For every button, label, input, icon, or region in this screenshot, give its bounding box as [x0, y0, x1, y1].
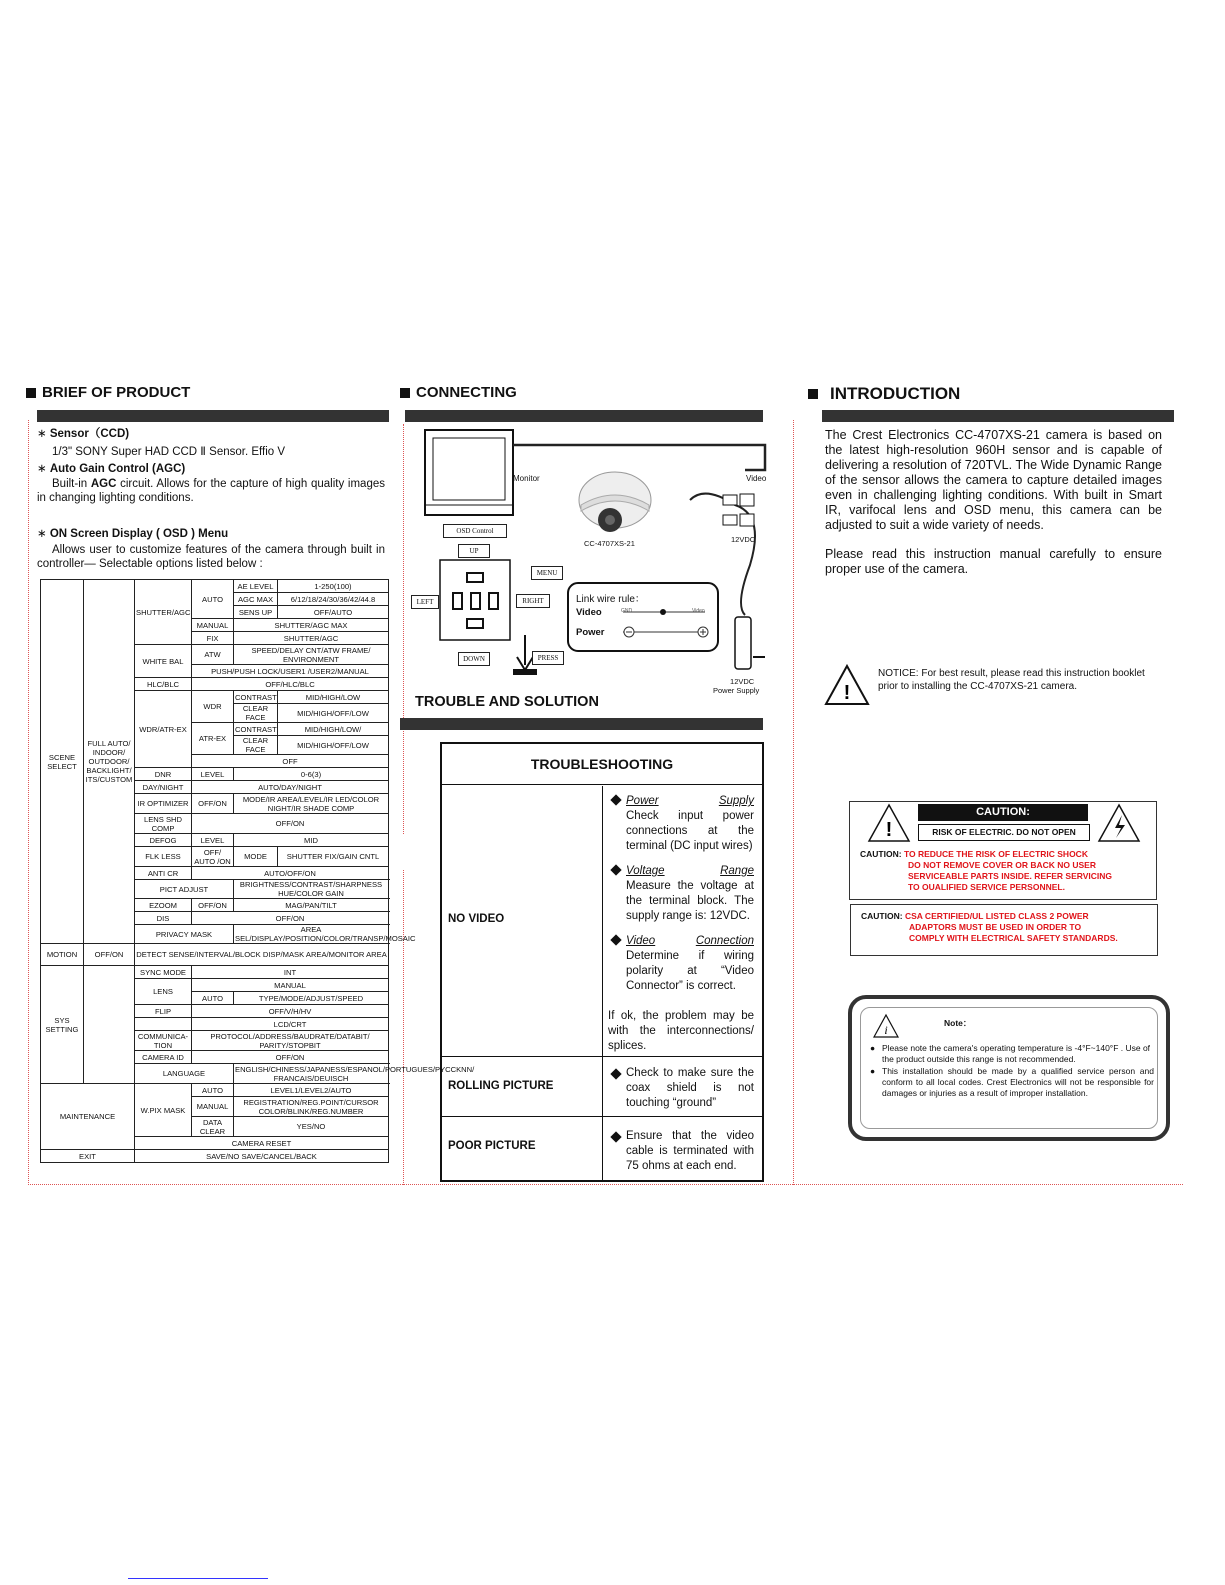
diamond-bullet-icon	[610, 864, 621, 875]
osd-title: ON Screen Display ( OSD ) Menu	[49, 528, 229, 540]
diamond-bullet-icon	[610, 934, 621, 945]
osd-text: Allows user to customize features of the camera through built in controller— Selectable options listed below :	[37, 544, 385, 570]
camera-model-label: CC-4707XS-21	[584, 539, 635, 548]
sensor-title: Sensor（CCD)	[49, 428, 130, 440]
table-row: LANGUAGE ENGLISH/CHINESS/JAPANESS/ESPANOL/PORTUGUES/PYCCKNN/ FRANCAIS/DEUISCH	[41, 1064, 389, 1084]
poor-picture-label: POOR PICTURE	[448, 1140, 536, 1152]
intro-heading-bar	[822, 410, 1174, 422]
power-supply-label: 12VDC Power Supply	[713, 677, 760, 695]
caution-box	[849, 801, 1157, 900]
troubleshooting-table	[440, 742, 764, 1182]
caution-box-2	[850, 904, 1158, 956]
table-row: OFF	[41, 755, 389, 768]
up-button-label: UP	[458, 544, 490, 558]
table-row: IR OPTIMIZER OFF/ON MODE/IR AREA/LEVEL/IR LED/COLOR NIGHT/IR SHADE COMP	[41, 794, 389, 814]
press-button-label: PRESS	[532, 651, 564, 665]
caution-text-1: CAUTION: TO REDUCE THE RISK OF ELECTRIC SHOCK DO NOT REMOVE COVER OR BACK NO USER SERVICEABLE PARTS INSIDE. REFER SERVICING TO OUALIFIED SERVICE PERSONNEL.	[860, 849, 1113, 892]
square-bullet-icon	[400, 388, 410, 398]
electric-shock-icon	[1097, 803, 1141, 843]
left-button-label: LEFT	[411, 595, 439, 609]
caution-title: CAUTION:	[918, 804, 1088, 821]
list-item: ● Please note the camera's operating temperature is -4°F~140°F . Use of the product outside this range is not recommended.	[870, 1043, 1151, 1064]
table-row: SYS SETTING SYNC MODE INT	[41, 966, 389, 979]
intro-heading: INTRODUCTION	[808, 384, 960, 404]
osd-control-label: OSD Control	[443, 524, 507, 538]
table-row: ANTI CR AUTO/OFF/ON	[41, 867, 389, 880]
poor-solution: Ensure that the video cable is terminated with 75 ohms at each end.	[608, 1129, 754, 1174]
table-row: AGC MAX 6/12/18/24/30/36/42/44.8	[41, 593, 389, 606]
table-row: CAMERA RESET	[41, 1137, 389, 1150]
fold-line-bottom	[28, 1184, 1183, 1185]
asterisk-icon: ∗	[37, 528, 47, 540]
table-row: DNR LEVEL 0-6(3)	[41, 768, 389, 781]
table-row: LENS SHD COMP OFF/ON	[41, 814, 389, 834]
table-row: PUSH/PUSH LOCK/USER1 /USER2/MANUAL	[41, 665, 389, 678]
fold-line-mid-bottom	[403, 870, 404, 1185]
table-row: CLEAR FACE MID/HIGH/OFF/LOW	[41, 736, 389, 755]
osd-control-pad	[440, 560, 510, 640]
agc-text: Built-in AGC circuit. Allows for the capture of high quality images in changing lighting conditions.	[37, 478, 385, 504]
connecting-heading-bar	[405, 410, 763, 422]
table-row: PICT ADJUST BRIGHTNESS/CONTRAST/SHARPNESS HUE/COLOR GAIN	[41, 880, 389, 899]
power-supply-icon	[735, 617, 751, 669]
connecting-heading: CONNECTING	[400, 384, 517, 401]
vdc-label: 12VDC	[731, 535, 756, 544]
table-row: AUTO TYPE/MODE/ADJUST/SPEED	[41, 992, 389, 1005]
note-box	[848, 995, 1170, 1141]
table-row: HLC/BLC OFF/HLC/BLC	[41, 678, 389, 691]
link-wire-rule-title: Link wire rule：	[576, 594, 645, 605]
rolling-picture-label: ROLLING PICTURE	[448, 1080, 554, 1092]
agc-title: Auto Gain Control (AGC)	[49, 463, 186, 475]
table-row: SCENE SELECT FULL AUTO/ INDOOR/ OUTDOOR/ BACKLIGHT/ ITS/CUSTOM SHUTTER/AGC AUTO AE LEVEL 1-250(100)	[41, 580, 389, 593]
link-power-label: Power	[576, 627, 605, 638]
table-row: EXIT SAVE/NO SAVE/CANCEL/BACK	[41, 1150, 389, 1163]
brief-heading-bar	[37, 410, 389, 422]
table-row: CLEAR FACE MID/HIGH/OFF/LOW	[41, 704, 389, 723]
svg-text:!: !	[885, 819, 893, 841]
table-row: FLIP OFF/V/H/HV	[41, 1005, 389, 1018]
fold-line-left	[28, 420, 29, 1185]
video-cable	[513, 445, 765, 470]
bottom-link-underline	[128, 1578, 268, 1579]
trouble-heading-bar	[400, 718, 763, 730]
monitor-label: Monitor	[513, 474, 540, 483]
dome-camera-icon	[579, 472, 651, 532]
asterisk-icon: ∗	[37, 463, 47, 475]
wire-dot	[660, 609, 666, 615]
table-row: DAY/NIGHT AUTO/DAY/NIGHT	[41, 781, 389, 794]
table-row: MAINTENANCE W.PIX MASK AUTO LEVEL1/LEVEL2/AUTO	[41, 1084, 389, 1097]
video-small-label: Video	[692, 608, 705, 614]
bnc-connector-icon	[723, 494, 754, 526]
table-row: COMMUNICA-TION PROTOCOL/ADDRESS/BAUDRATE/DATABIT/ PARITY/STOPBIT	[41, 1031, 389, 1051]
table-row: LCD/CRT	[41, 1018, 389, 1031]
bullet-icon: ●	[870, 1066, 876, 1076]
down-button-label: DOWN	[458, 652, 490, 666]
intro-paragraph-2: Please read this instruction manual carefully to ensure proper use of the camera.	[825, 547, 1162, 576]
gnd-label: GND	[621, 608, 633, 614]
features-block	[37, 427, 385, 571]
brief-heading: BRIEF OF PRODUCT	[26, 384, 190, 401]
fold-line-right	[793, 420, 794, 1185]
diamond-bullet-icon	[610, 794, 621, 805]
no-video-label: NO VIDEO	[448, 913, 505, 925]
table-row: SENS UP OFF/AUTO	[41, 606, 389, 619]
svg-text:!: !	[843, 682, 851, 704]
table-row: DATA CLEAR YES/NO	[41, 1117, 389, 1137]
intro-paragraph: The Crest Electronics CC-4707XS-21 camera is based on the latest high-resolution 960H sensor and is capable of delivering a resolution of 720TVL. The Wide Dynamic Range of the sensor allows the camera to capture detailed images even in challenging lighting conditions. With built in Smart IR, varifocal lens and OSD menu, this camera can be adjusted to suit a wide variety of needs.	[825, 428, 1162, 532]
rolling-solution: Check to make sure the coax shield is not touching “ground”	[608, 1066, 754, 1111]
table-row: DEFOG LEVEL MID	[41, 834, 389, 847]
table-row: FIX SHUTTER/AGC	[41, 632, 389, 645]
table-row: MANUAL REGISTRATION/REG.POINT/CURSOR COLOR/BLINK/REG.NUMBER	[41, 1097, 389, 1117]
diamond-bullet-icon	[610, 1131, 621, 1142]
table-row: FLK LESS OFF/ AUTO /ON MODE SHUTTER FIX/GAIN CNTL	[41, 847, 389, 867]
bullet-icon: ●	[870, 1043, 876, 1053]
table-row: ATR-EX CONTRAST MID/HIGH/LOW/	[41, 723, 389, 736]
right-button-label: RIGHT	[516, 594, 550, 608]
no-video-solutions: Power Supply Check input power connections at the terminal (DC input wires) Voltage Range Measure the voltage at the terminal block. The supply range is: 12VDC. Video Connection Determine if wiring polarity at “Video Connector” is correct. If ok, the problem may be with the interconnections/ splices.	[608, 795, 754, 1052]
table-row: CAMERA ID OFF/ON	[41, 1051, 389, 1064]
notice-text: NOTICE: For best result, please read this instruction booklet prior to installing the CC-4707XS-21 camera.	[878, 668, 1145, 692]
troubleshooting-title: TROUBLESHOOTING	[530, 756, 674, 772]
press-base	[513, 669, 537, 675]
warning-triangle-icon	[824, 664, 870, 706]
scene-select-cell: SCENE SELECT	[41, 580, 84, 944]
square-bullet-icon	[26, 388, 36, 398]
asterisk-icon: ∗	[37, 428, 47, 440]
link-video-label: Video	[576, 607, 602, 618]
table-row: PRIVACY MASK AREA SEL/DISPLAY/POSITION/COLOR/TRANSP/MOSAIC	[41, 925, 389, 944]
sensor-text: 1/3" SONY Super HAD CCD Ⅱ Sensor. Effio V	[52, 446, 286, 458]
square-bullet-icon	[808, 389, 818, 399]
caution-text-2: CAUTION: CSA CERTIFIED/UL LISTED CLASS 2 POWER ADAPTORS MUST BE USED IN ORDER TO COMPLY WITH ELECTRICAL SAFETY STANDARDS.	[861, 911, 1118, 943]
table-row: LENS MANUAL	[41, 979, 389, 992]
caution-subtitle: RISK OF ELECTRIC. DO NOT OPEN	[918, 824, 1090, 841]
table-row: WHITE BAL ATW SPEED/DELAY CNT/ATW FRAME/ ENVIRONMENT	[41, 645, 389, 665]
table-row: WDR/ATR-EX WDR CONTRAST MID/HIGH/LOW	[41, 691, 389, 704]
table-row: DIS OFF/ON	[41, 912, 389, 925]
note-title: Note：	[944, 1018, 972, 1028]
svg-text:i: i	[884, 1023, 888, 1037]
list-item: ● This installation should be made by a qualified service person and conform to all local codes. Crest Electronics will not be responsible for damages or injuries as a result of improper installation.	[870, 1066, 1154, 1098]
scene-modes-cell: FULL AUTO/ INDOOR/ OUTDOOR/ BACKLIGHT/ ITS/CUSTOM	[84, 580, 135, 944]
menu-button-label: MENU	[531, 566, 563, 580]
table-row: EZOOM OFF/ON MAG/PAN/TILT	[41, 899, 389, 912]
diamond-bullet-icon	[610, 1068, 621, 1079]
press-arrow-icon	[517, 635, 533, 670]
info-triangle-icon	[872, 1013, 900, 1039]
fold-line-mid-top	[403, 424, 404, 834]
trouble-heading: TROUBLE AND SOLUTION	[415, 694, 599, 710]
monitor-icon	[425, 430, 513, 515]
video-label: Video	[746, 474, 767, 483]
note-items	[870, 1043, 1154, 1099]
table-row: MOTION OFF/ON DETECT SENSE/INTERVAL/BLOCK DISP/MASK AREA/MONITOR AREA	[41, 944, 389, 966]
warning-triangle-icon	[867, 803, 911, 843]
table-row: MANUAL SHUTTER/AGC MAX	[41, 619, 389, 632]
